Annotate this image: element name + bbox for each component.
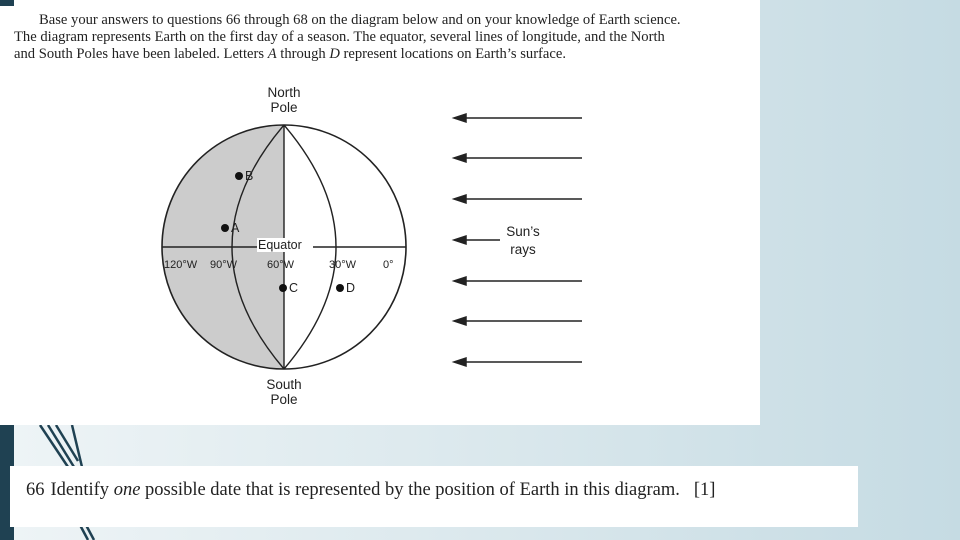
- sun-ray-7-arrowhead: [454, 358, 466, 366]
- location-c-label: C: [289, 281, 299, 295]
- question-text-end: possible date that is represented by the position of Earth in this diagram.: [140, 480, 680, 500]
- location-a-dot: [221, 224, 229, 232]
- sun-rays-label-2: rays: [510, 242, 536, 257]
- intro-line-3-end: represent locations on Earth’s surface.: [339, 46, 566, 63]
- north-pole-label-2: Pole: [270, 100, 298, 115]
- question-66: [26, 480, 715, 501]
- intro-line-1: Base your answers to questions 66 through 68 on the diagram below and on your knowledge of Earth science.: [39, 12, 681, 28]
- longitude-label-30w: 30°W: [329, 259, 357, 271]
- longitude-label-0: 0°: [383, 259, 394, 271]
- location-d-label: D: [346, 281, 356, 295]
- sun-ray-5-arrowhead: [454, 277, 466, 285]
- question-points: [1]: [693, 480, 716, 500]
- question-number: 66: [26, 480, 45, 500]
- longitude-label-120w: 120°W: [164, 259, 198, 271]
- north-pole-label-1: North: [267, 85, 301, 100]
- question-panel: [10, 466, 858, 527]
- south-pole-label-2: Pole: [270, 392, 298, 407]
- sun-ray-6-arrowhead: [454, 317, 466, 325]
- letter-d: D: [329, 46, 340, 63]
- longitude-label-90w: 90°W: [210, 259, 238, 271]
- intro-line-3-start: and South Poles have been labeled. Letters: [14, 46, 268, 63]
- location-b-dot: [235, 172, 243, 180]
- sun-ray-1-arrowhead: [454, 114, 466, 122]
- accent-bar-top: [0, 0, 14, 6]
- sun-ray-2-arrowhead: [454, 154, 466, 162]
- question-text-start: Identify: [50, 480, 114, 500]
- sun-ray-3-arrowhead: [454, 195, 466, 203]
- intro-through: through: [276, 46, 330, 63]
- longitude-label-60w: 60°W: [267, 259, 295, 271]
- location-a-label: A: [231, 221, 240, 235]
- sun-rays-label-1: Sun’s: [506, 224, 540, 239]
- location-c-dot: [279, 284, 287, 292]
- question-emphasis: one: [113, 480, 141, 500]
- location-b-label: B: [245, 169, 254, 183]
- equator-label: Equator: [258, 238, 302, 252]
- intro-line-2: The diagram represents Earth on the first day of a season. The equator, several lines of longitude, and the North: [14, 29, 665, 46]
- location-d-dot: [336, 284, 344, 292]
- south-pole-label-1: South: [266, 377, 302, 392]
- sun-ray-4-arrowhead: [454, 236, 466, 244]
- letter-a: A: [267, 46, 277, 63]
